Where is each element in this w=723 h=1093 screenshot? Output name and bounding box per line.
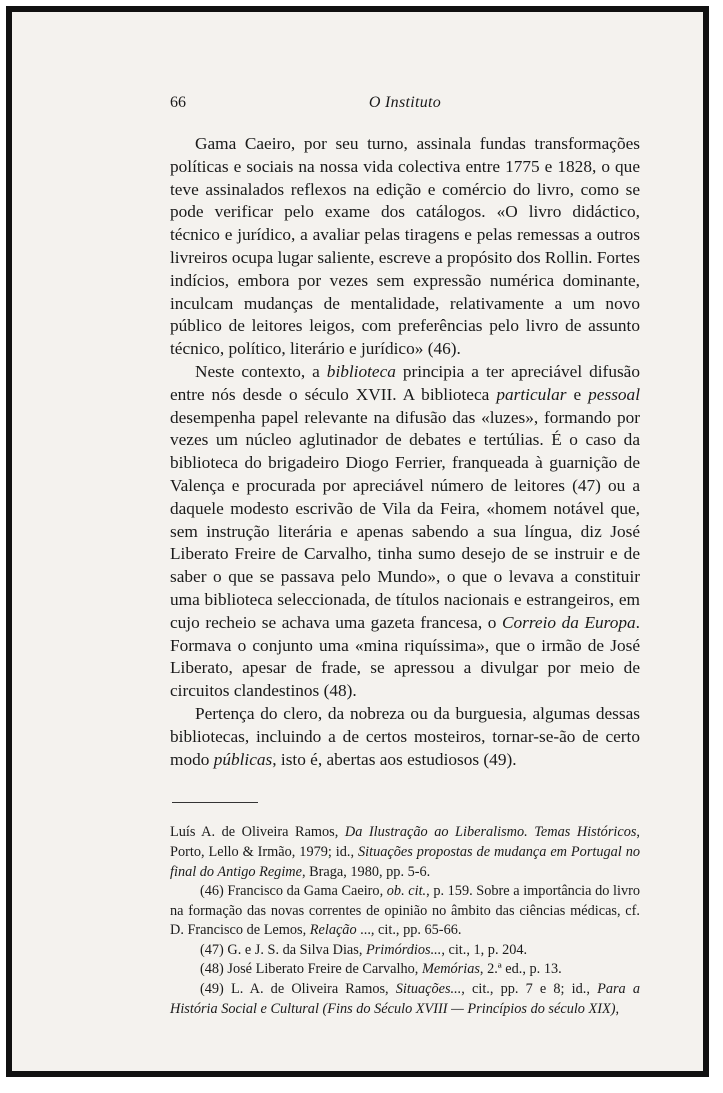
footnotes [170,823,640,1019]
page-number: 66 [170,94,186,111]
paragraph-1: Gama Caeiro, por seu turno, assinala fundas transformações políticas e sociais na nossa vida colectiva entre 1775 e 1828, o que teve assinalados reflexos na edição e comércio do livro, como se pode verificar pelo exame dos catálogos. «O livro didáctico, técnico e jurídico, a avaliar pelas tiragens e pelas remessas a outros livreiros ocupa lugar saliente, escreve a propósito dos Rollin. Fortes indícios, embora por vezes sem expressão numérica dominante, inculcam mudanças de mentalidade, relativamente a um novo público de leitores leigos, com preferências pelo livro de assunto técnico, político, literário e jurídico» (46). [170,134,640,359]
page-header [170,94,640,118]
paragraph-3: Pertença do clero, da nobreza ou da burguesia, algumas dessas bibliotecas, incluindo a de certos mosteiros, tornar-se-ão de certo modo públicas, isto é, abertas aos estudiosos (49). [170,703,640,769]
footnote-48: (48) José Liberato Freire de Carvalho, Memórias, 2.ª ed., p. 13. [200,961,562,978]
footnote-47: (47) G. e J. S. da Silva Dias, Primórdios..., cit., 1, p. 204. [200,941,528,958]
body-text [170,133,640,771]
footnote-continuation: Luís A. de Oliveira Ramos, Da Ilustração ao Liberalismo. Temas Históricos, Porto, Lello & Irmão, 1979; id., Situações propostas de mudança em Portugal no final do Antigo Regime, Braga, 1980, pp. 5-6. [170,824,641,880]
footnote-46: (46) Francisco da Gama Caeiro, ob. cit., p. 159. Sobre a importância do livro na formação das novas correntes de opinião no âmbito das ciências médicas, cf. D. Francisco de Lemos, Relação ..., cit., pp. 65-66. [170,883,641,939]
scanned-page [6,6,709,1077]
page-content [170,94,640,1019]
footnote-divider [172,802,258,803]
running-title: O Instituto [368,94,442,111]
paragraph-2: Neste contexto, a biblioteca principia a ter apreciável difusão entre nós desde o século XVII. A biblioteca particular e pessoal desempenha papel relevante na difusão das «luzes», formando por vezes um núcleo aglutinador de debates e tertúlias. É o caso da biblioteca do brigadeiro Diogo Ferrier, franqueada à guarnição de Valença e procurada por apreciável número de leitores (47) ou a daquele modesto escrivão de Vila da Feira, «homem notável que, sem instrução literária e apenas sabendo a sua língua, diz José Liberato Freire de Carvalho, tinha sumo desejo de se instruir e de saber o que se passava pelo Mundo», o que o levava a constituir uma biblioteca seleccionada, de títulos nacionais e estrangeiros, em cujo recheio se achava uma gazeta francesa, o Correio da Europa. Formava o conjunto uma «mina riquíssima», que o irmão de José Liberato, apesar de frade, se apressou a divulgar por meio de circuitos clandestinos (48). [170,361,640,701]
footnote-49: (49) L. A. de Oliveira Ramos, Situações..., cit., pp. 7 e 8; id., Para a História Social e Cultural (Fins do Século XVIII — Princípios do século XIX), [170,981,640,1017]
